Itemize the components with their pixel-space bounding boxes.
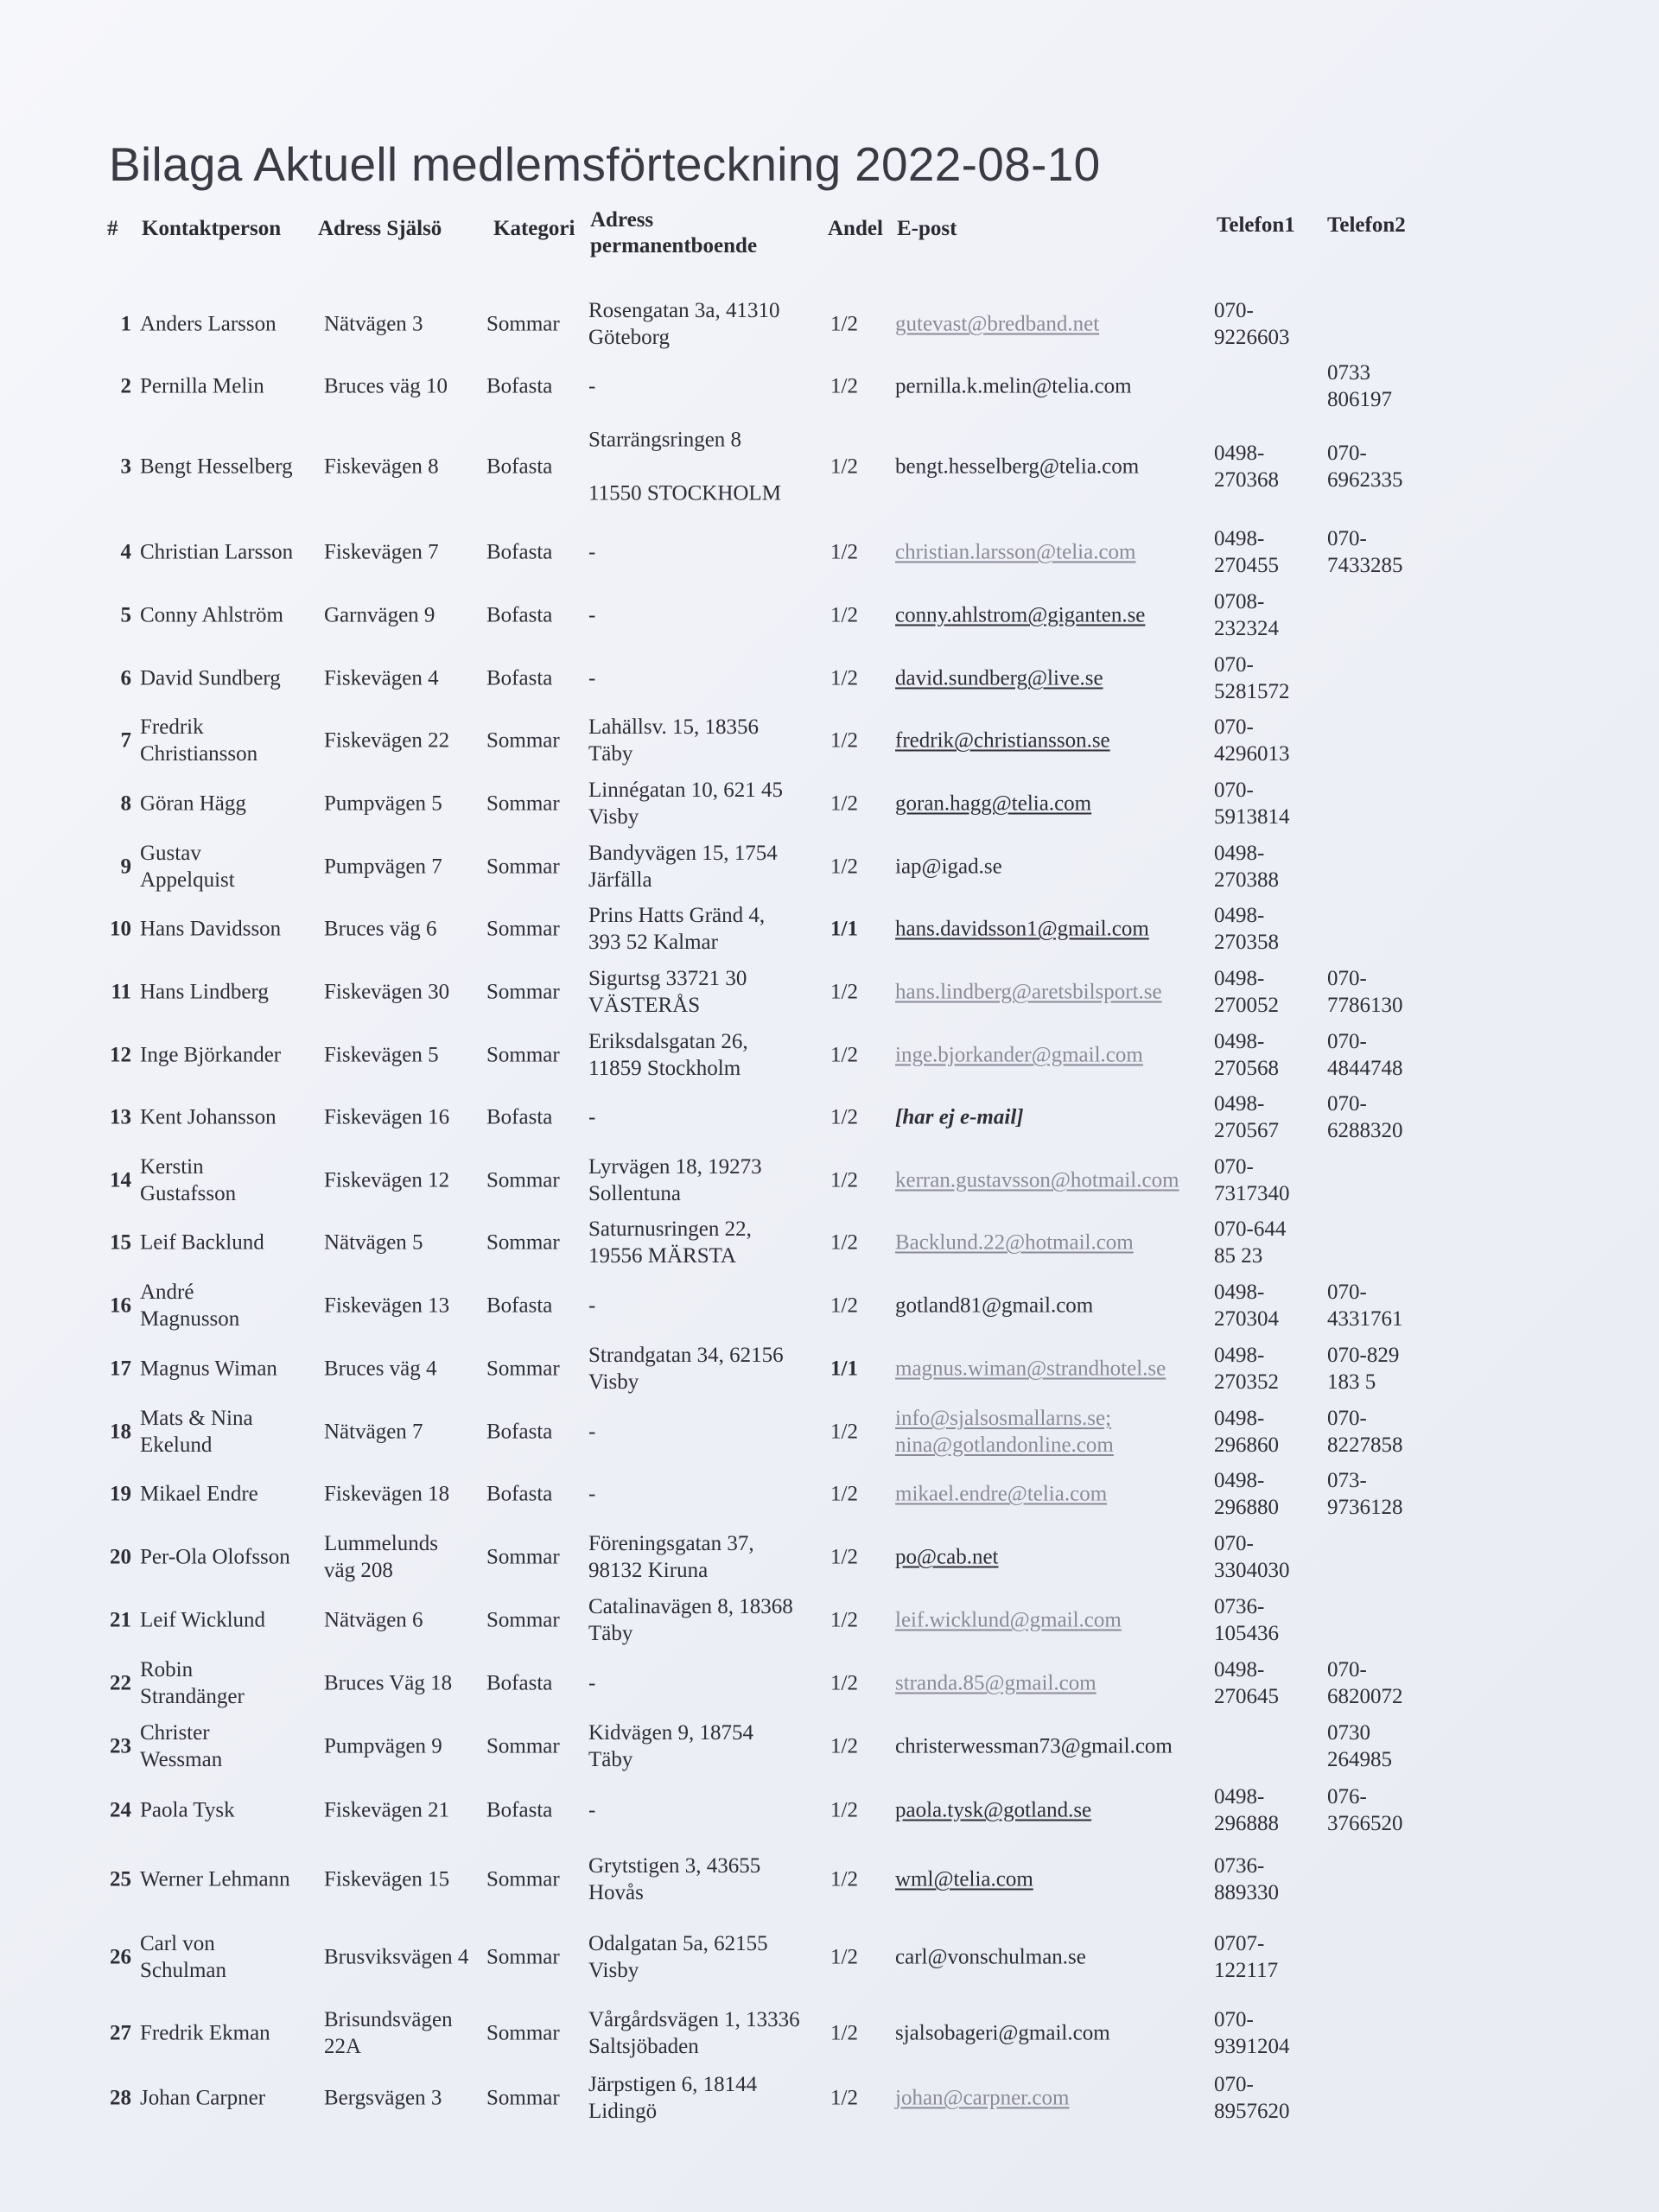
email[interactable]: christerwessman73@gmail.com <box>895 1734 1173 1758</box>
email[interactable]: conny.ahlstrom@giganten.se <box>895 603 1146 627</box>
contact-person: Magnus Wiman <box>140 1357 277 1381</box>
permanent-address: Starrängsringen 8 11550 STOCKHOLM <box>588 428 781 505</box>
phone1: 070- 5913814 <box>1214 779 1290 829</box>
permanent-address: Rosengatan 3a, 41310 Göteborg <box>588 299 780 349</box>
permanent-address: - <box>588 1420 596 1444</box>
permanent-address: Catalinavägen 8, 18368 Täby <box>588 1595 793 1645</box>
share: 1/2 <box>830 603 858 627</box>
address-sjalso: Garnvägen 9 <box>324 603 435 627</box>
row-number: 5 <box>120 603 131 627</box>
header-contact: Kontaktperson <box>142 217 282 240</box>
table-row <box>0 294 1659 354</box>
table-row <box>0 1590 1659 1650</box>
permanent-address: - <box>588 1671 596 1695</box>
permanent-address: Vårgårdsvägen 1, 13336 Saltsjöbaden <box>588 2008 800 2058</box>
row-number: 12 <box>110 1043 131 1067</box>
table-row <box>0 773 1659 834</box>
contact-person: André Magnusson <box>140 1281 240 1331</box>
phone2: 0733 806197 <box>1327 361 1392 411</box>
contact-person: Fredrik Ekman <box>140 2021 270 2045</box>
contact-person: Inge Björkander <box>140 1043 282 1067</box>
table-row <box>0 585 1659 645</box>
row-number: 24 <box>110 1798 131 1822</box>
address-sjalso: Fiskevägen 13 <box>324 1294 450 1318</box>
address-sjalso: Bergsvägen 3 <box>324 2086 442 2110</box>
email[interactable]: gotland81@gmail.com <box>895 1294 1094 1318</box>
phone2: 070- 4844748 <box>1327 1030 1403 1080</box>
share: 1/2 <box>830 540 858 564</box>
share: 1/2 <box>830 666 858 690</box>
permanent-address: Grytstigen 3, 43655 Hovås <box>588 1854 761 1904</box>
row-number: 16 <box>110 1294 131 1318</box>
row-number: 19 <box>110 1482 131 1506</box>
contact-person: Kent Johansson <box>140 1105 276 1129</box>
contact-person: Robin Strandänger <box>140 1658 245 1708</box>
address-sjalso: Fiskevägen 8 <box>324 454 439 479</box>
share: 1/2 <box>830 1734 858 1758</box>
share: 1/2 <box>830 1168 858 1192</box>
address-sjalso: Bruces väg 10 <box>324 374 448 398</box>
row-number: 14 <box>110 1168 131 1192</box>
category: Sommar <box>486 1867 560 1891</box>
share: 1/2 <box>830 1043 858 1067</box>
email[interactable]: carl@vonschulman.se <box>895 1945 1086 1969</box>
address-sjalso: Lummelunds väg 208 <box>324 1532 438 1582</box>
category: Sommar <box>486 1545 560 1569</box>
phone1: 0498- 270368 <box>1214 442 1279 492</box>
contact-person: Pernilla Melin <box>140 374 264 398</box>
category: Bofasta <box>486 374 553 398</box>
phone2: 070- 6288320 <box>1327 1092 1403 1142</box>
table-row <box>0 1338 1659 1399</box>
contact-person: Mikael Endre <box>140 1482 258 1506</box>
row-number: 13 <box>110 1105 131 1129</box>
contact-person: Conny Ahlström <box>140 603 283 627</box>
table-row <box>0 356 1659 416</box>
phone1: 070- 4296013 <box>1214 715 1290 766</box>
table-row <box>0 1275 1659 1336</box>
share: 1/2 <box>830 1482 858 1506</box>
row-number: 28 <box>110 2086 131 2110</box>
category: Bofasta <box>486 540 553 564</box>
header-category: Kategori <box>493 217 575 240</box>
email[interactable]: iap@igad.se <box>895 855 1002 879</box>
category: Bofasta <box>486 603 553 627</box>
table-row <box>0 1025 1659 1085</box>
share: 1/2 <box>830 1945 858 1969</box>
category: Bofasta <box>486 1798 553 1822</box>
address-sjalso: Fiskevägen 5 <box>324 1043 439 1067</box>
address-sjalso: Pumpvägen 9 <box>324 1734 442 1758</box>
contact-person: Werner Lehmann <box>140 1867 290 1891</box>
phone1: 0707- 122117 <box>1214 1932 1279 1982</box>
category: Bofasta <box>486 666 553 690</box>
permanent-address: - <box>588 1482 596 1506</box>
share: 1/2 <box>830 2086 858 2110</box>
category: Sommar <box>486 1945 560 1969</box>
email[interactable]: goran.hagg@telia.com <box>895 791 1092 816</box>
contact-person: Kerstin Gustafsson <box>140 1155 237 1205</box>
share: 1/1 <box>830 917 858 941</box>
phone1: 0498- 270455 <box>1214 527 1279 577</box>
share: 1/2 <box>830 1608 858 1632</box>
phone2: 073- 9736128 <box>1327 1469 1403 1519</box>
address-sjalso: Fiskevägen 12 <box>324 1168 450 1192</box>
row-number: 17 <box>110 1357 131 1381</box>
email[interactable]: fredrik@christiansson.se <box>895 728 1110 753</box>
permanent-address: Prins Hatts Gränd 4, 393 52 Kalmar <box>588 904 766 954</box>
table-row <box>0 1716 1659 1777</box>
address-sjalso: Bruces väg 6 <box>324 917 437 941</box>
email[interactable]: inge.bjorkander@gmail.com <box>895 1043 1143 1067</box>
page-title: Bilaga Aktuell medlemsförteckning 2022-08-10 <box>109 137 1101 191</box>
header-num: # <box>107 217 118 240</box>
phone1: 0498- 296880 <box>1214 1469 1279 1519</box>
share: 1/2 <box>830 1105 858 1129</box>
phone1: 070- 7317340 <box>1214 1155 1290 1205</box>
category: Sommar <box>486 855 560 879</box>
email[interactable]: gutevast@bredband.net <box>895 312 1100 336</box>
phone1: 0498- 270567 <box>1214 1092 1279 1142</box>
share: 1/2 <box>830 1867 858 1891</box>
table-row <box>0 2003 1659 2063</box>
email[interactable]: stranda.85@gmail.com <box>895 1671 1096 1695</box>
phone1: 070- 5281572 <box>1214 653 1290 703</box>
row-number: 26 <box>110 1945 131 1969</box>
table-row <box>0 2068 1659 2128</box>
row-number: 10 <box>110 917 131 941</box>
phone1: 070- 8957620 <box>1214 2073 1290 2123</box>
email[interactable]: christian.larsson@telia.com <box>895 540 1136 564</box>
address-sjalso: Fiskevägen 16 <box>324 1105 450 1129</box>
email[interactable]: leif.wicklund@gmail.com <box>895 1608 1122 1632</box>
permanent-address: - <box>588 1798 596 1822</box>
address-sjalso: Bruces väg 4 <box>324 1357 437 1381</box>
permanent-address: Linnégatan 10, 621 45 Visby <box>588 779 783 829</box>
address-sjalso: Nätvägen 7 <box>324 1420 423 1444</box>
email[interactable]: paola.tysk@gotland.se <box>895 1798 1092 1822</box>
table-row <box>0 1927 1659 1987</box>
phone2: 070-829 183 5 <box>1327 1344 1400 1394</box>
row-number: 25 <box>110 1867 131 1891</box>
contact-person: Leif Wicklund <box>140 1608 266 1632</box>
phone1: 0708- 232324 <box>1214 590 1279 640</box>
address-sjalso: Nätvägen 3 <box>324 312 423 336</box>
share: 1/2 <box>830 1671 858 1695</box>
row-number: 1 <box>120 312 131 336</box>
category: Sommar <box>486 1608 560 1632</box>
category: Bofasta <box>486 1420 553 1444</box>
table-row <box>0 1087 1659 1147</box>
permanent-address: Lyrvägen 18, 19273 Sollentuna <box>588 1155 762 1205</box>
email[interactable]: Backlund.22@hotmail.com <box>895 1230 1134 1255</box>
table-row <box>0 1464 1659 1524</box>
table-row <box>0 1402 1659 1462</box>
category: Sommar <box>486 1230 560 1255</box>
table-row <box>0 962 1659 1022</box>
permanent-address: Bandyvägen 15, 1754 Järfälla <box>588 842 778 892</box>
permanent-address: Kidvägen 9, 18754 Täby <box>588 1721 753 1771</box>
phone1: 0736- 889330 <box>1214 1854 1279 1904</box>
header-permanent: Adress permanentboende <box>590 208 758 257</box>
email[interactable]: kerran.gustavsson@hotmail.com <box>895 1168 1179 1192</box>
header-share: Andel <box>828 217 883 240</box>
contact-person: Christer Wessman <box>140 1721 223 1771</box>
phone1: 0498- 270645 <box>1214 1658 1279 1708</box>
phone1: 070- 3304030 <box>1214 1532 1290 1582</box>
email[interactable]: hans.lindberg@aretsbilsport.se <box>895 980 1162 1004</box>
category: Sommar <box>486 1168 560 1192</box>
share: 1/2 <box>830 1294 858 1318</box>
share: 1/2 <box>830 1545 858 1569</box>
row-number: 23 <box>110 1734 131 1758</box>
phone2: 070- 6962335 <box>1327 442 1403 492</box>
email[interactable]: info@sjalsosmallarns.se; nina@gotlandonline.com <box>895 1407 1114 1457</box>
category: Sommar <box>486 980 560 1004</box>
address-sjalso: Pumpvägen 7 <box>324 855 442 879</box>
address-sjalso: Nätvägen 6 <box>324 1608 423 1632</box>
email[interactable]: bengt.hesselberg@telia.com <box>895 454 1140 479</box>
email[interactable]: po@cab.net <box>895 1545 999 1569</box>
row-number: 8 <box>120 791 131 816</box>
phone1: 0498- 270352 <box>1214 1344 1279 1394</box>
email[interactable]: wml@telia.com <box>895 1867 1033 1891</box>
share: 1/2 <box>830 1420 858 1444</box>
table-row <box>0 836 1659 897</box>
permanent-address: Sigurtsg 33721 30 VÄSTERÅS <box>588 967 747 1017</box>
permanent-address: - <box>588 540 596 564</box>
contact-person: Per-Ola Olofsson <box>140 1545 290 1569</box>
permanent-address: - <box>588 603 596 627</box>
row-number: 20 <box>110 1545 131 1569</box>
share: 1/2 <box>830 791 858 816</box>
email[interactable]: sjalsobageri@gmail.com <box>895 2021 1110 2045</box>
permanent-address: - <box>588 374 596 398</box>
address-sjalso: Brusviksvägen 4 <box>324 1945 469 1969</box>
table-row <box>0 1780 1659 1840</box>
address-sjalso: Fiskevägen 30 <box>324 980 450 1004</box>
email[interactable]: magnus.wiman@strandhotel.se <box>895 1357 1166 1381</box>
phone1: 0498- 296888 <box>1214 1785 1279 1835</box>
address-sjalso: Fiskevägen 21 <box>324 1798 450 1822</box>
phone1: 070- 9226603 <box>1214 299 1290 349</box>
table-row <box>0 648 1659 709</box>
contact-person: Anders Larsson <box>140 312 276 336</box>
category: Sommar <box>486 2086 560 2110</box>
share: 1/1 <box>830 1357 858 1381</box>
contact-person: David Sundberg <box>140 666 281 690</box>
phone2: 070- 7786130 <box>1327 967 1403 1017</box>
address-sjalso: Fiskevägen 22 <box>324 728 450 753</box>
category: Sommar <box>486 312 560 336</box>
row-number: 9 <box>120 855 131 879</box>
email[interactable]: david.sundberg@live.se <box>895 666 1103 690</box>
address-sjalso: Fiskevägen 7 <box>324 540 439 564</box>
address-sjalso: Fiskevägen 18 <box>324 1482 450 1506</box>
header-phone2: Telefon2 <box>1327 213 1406 237</box>
email: [har ej e-mail] <box>895 1105 1024 1129</box>
phone2: 070- 6820072 <box>1327 1658 1403 1708</box>
share: 1/2 <box>830 1798 858 1822</box>
header-address: Adress Själsö <box>318 217 442 240</box>
phone1: 0498- 296860 <box>1214 1407 1279 1457</box>
category: Bofasta <box>486 1105 553 1129</box>
permanent-address: - <box>588 666 596 690</box>
category: Bofasta <box>486 454 553 479</box>
contact-person: Mats & Nina Ekelund <box>140 1407 253 1457</box>
contact-person: Gustav Appelquist <box>140 842 235 892</box>
phone1: 0498- 270052 <box>1214 967 1279 1017</box>
table-row <box>0 1212 1659 1273</box>
row-number: 6 <box>120 666 131 690</box>
phone2: 070- 4331761 <box>1327 1281 1403 1331</box>
header-phone1: Telefon1 <box>1217 213 1295 237</box>
email[interactable]: pernilla.k.melin@telia.com <box>895 374 1132 398</box>
address-sjalso: Fiskevägen 15 <box>324 1867 450 1891</box>
category: Sommar <box>486 1734 560 1758</box>
phone2: 0730 264985 <box>1327 1721 1392 1771</box>
category: Sommar <box>486 2021 560 2045</box>
contact-person: Paola Tysk <box>140 1798 235 1822</box>
permanent-address: Saturnusringen 22, 19556 MÄRSTA <box>588 1217 752 1268</box>
row-number: 27 <box>110 2021 131 2045</box>
share: 1/2 <box>830 855 858 879</box>
row-number: 2 <box>120 374 131 398</box>
address-sjalso: Nätvägen 5 <box>324 1230 423 1255</box>
category: Sommar <box>486 917 560 941</box>
permanent-address: - <box>588 1105 596 1129</box>
phone1: 0498- 270358 <box>1214 904 1279 954</box>
phone2: 070- 8227858 <box>1327 1407 1403 1457</box>
row-number: 7 <box>120 728 131 753</box>
row-number: 15 <box>110 1230 131 1255</box>
table-row <box>0 1527 1659 1587</box>
phone1: 070- 9391204 <box>1214 2008 1290 2058</box>
category: Sommar <box>486 791 560 816</box>
share: 1/2 <box>830 980 858 1004</box>
contact-person: Johan Carpner <box>140 2086 266 2110</box>
share: 1/2 <box>830 728 858 753</box>
contact-person: Göran Hägg <box>140 791 246 816</box>
table-row <box>0 899 1659 959</box>
permanent-address: Lahällsv. 15, 18356 Täby <box>588 715 759 766</box>
phone1: 0736- 105436 <box>1214 1595 1279 1645</box>
address-sjalso: Brisundsvägen 22A <box>324 2008 453 2058</box>
category: Bofasta <box>486 1482 553 1506</box>
contact-person: Leif Backlund <box>140 1230 264 1255</box>
table-row <box>0 1849 1659 1910</box>
table-row <box>0 1150 1659 1211</box>
table-row <box>0 1653 1659 1713</box>
permanent-address: Eriksdalsgatan 26, 11859 Stockholm <box>588 1030 748 1080</box>
row-number: 21 <box>110 1608 131 1632</box>
permanent-address: Strandgatan 34, 62156 Visby <box>588 1344 784 1394</box>
phone2: 076- 3766520 <box>1327 1785 1403 1835</box>
contact-person: Christian Larsson <box>140 540 294 564</box>
row-number: 4 <box>120 540 131 564</box>
contact-person: Carl von Schulman <box>140 1932 226 1982</box>
row-number: 18 <box>110 1420 131 1444</box>
contact-person: Fredrik Christiansson <box>140 715 258 766</box>
share: 1/2 <box>830 454 858 479</box>
contact-person: Hans Davidsson <box>140 917 282 941</box>
contact-person: Hans Lindberg <box>140 980 269 1004</box>
row-number: 11 <box>111 980 131 1004</box>
phone1: 0498- 270304 <box>1214 1281 1279 1331</box>
address-sjalso: Fiskevägen 4 <box>324 666 439 690</box>
share: 1/2 <box>830 1230 858 1255</box>
contact-person: Bengt Hesselberg <box>140 454 293 479</box>
email[interactable]: mikael.endre@telia.com <box>895 1482 1108 1506</box>
permanent-address: - <box>588 1294 596 1318</box>
category: Sommar <box>486 1043 560 1067</box>
permanent-address: Järpstigen 6, 18144 Lidingö <box>588 2073 758 2123</box>
phone1: 0498- 270388 <box>1214 842 1279 892</box>
permanent-address: Föreningsgatan 37, 98132 Kiruna <box>588 1532 754 1582</box>
table-row <box>0 710 1659 771</box>
email[interactable]: hans.davidsson1@gmail.com <box>895 917 1149 941</box>
category: Bofasta <box>486 1671 553 1695</box>
header-email: E-post <box>897 217 957 240</box>
category: Sommar <box>486 1357 560 1381</box>
share: 1/2 <box>830 312 858 336</box>
phone2: 070- 7433285 <box>1327 527 1403 577</box>
address-sjalso: Bruces Väg 18 <box>324 1671 453 1695</box>
share: 1/2 <box>830 2021 858 2045</box>
email[interactable]: johan@carpner.com <box>895 2086 1070 2110</box>
category: Sommar <box>486 728 560 753</box>
table-row <box>0 522 1659 582</box>
permanent-address: Odalgatan 5a, 62155 Visby <box>588 1932 768 1982</box>
category: Bofasta <box>486 1294 553 1318</box>
share: 1/2 <box>830 374 858 398</box>
row-number: 3 <box>120 454 131 479</box>
phone1: 0498- 270568 <box>1214 1030 1279 1080</box>
address-sjalso: Pumpvägen 5 <box>324 791 442 816</box>
table-row <box>0 428 1659 505</box>
phone1: 070-644 85 23 <box>1214 1217 1287 1268</box>
row-number: 22 <box>110 1671 131 1695</box>
